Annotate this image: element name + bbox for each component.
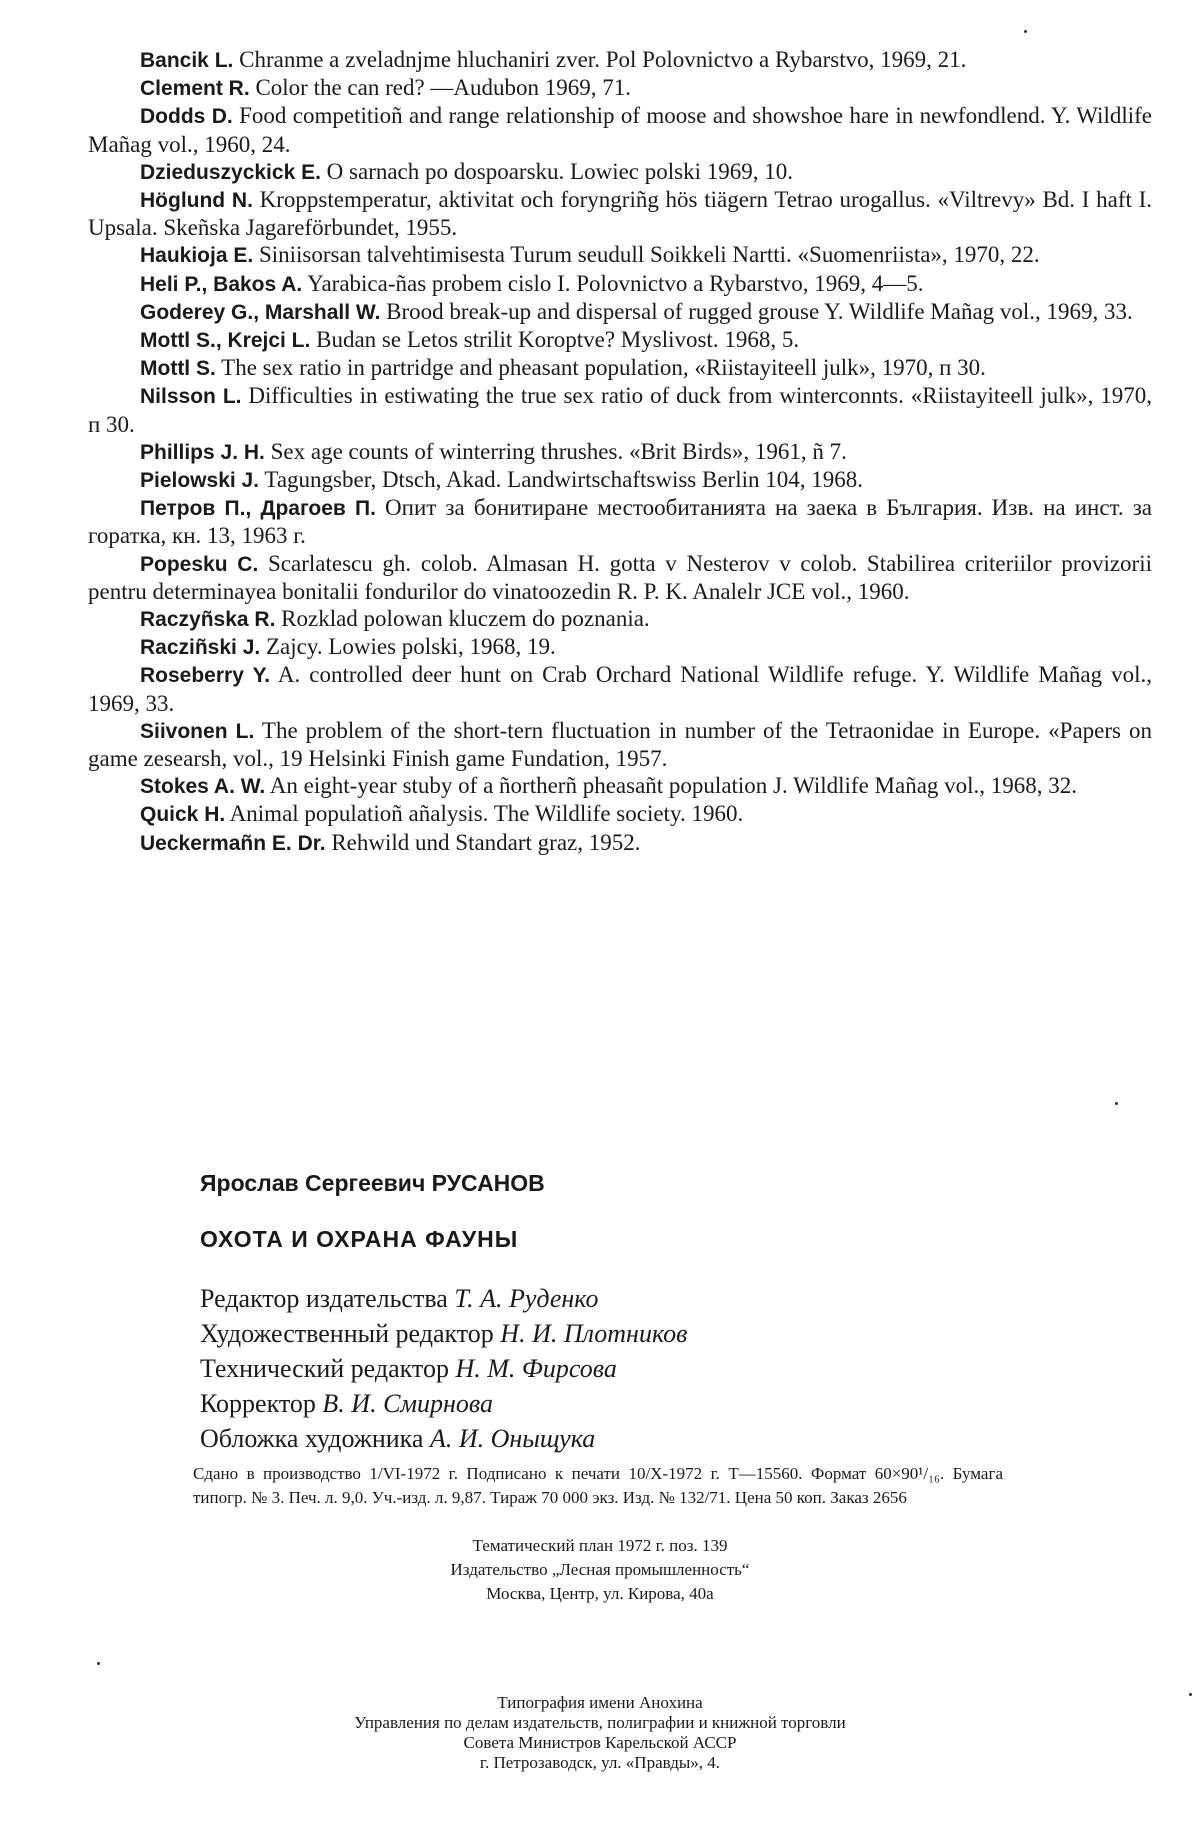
printer-line: Управления по делам издательств, полиграфии и книжной торговли: [354, 1713, 846, 1732]
printer-line: г. Петрозаводск, ул. «Правды», 4.: [479, 1753, 721, 1772]
reference-text: Tagungsber, Dtsch, Akad. Landwirtschaftswiss Berlin 104, 1968.: [259, 467, 863, 493]
printer-line: Типография имени Анохина: [497, 1693, 703, 1712]
reference-entry: [88, 494, 1152, 549]
reference-author: Mottl S., Krejci L.: [140, 329, 311, 353]
credit-name: Т. А. Руденко: [454, 1284, 599, 1313]
reference-entry: [88, 605, 1152, 633]
scan-speck: [97, 1662, 100, 1665]
credit-name: А. И. Оныщука: [429, 1424, 596, 1453]
references-list: [88, 46, 1152, 857]
credits-list: [200, 1281, 1100, 1456]
reference-entry: [88, 270, 1152, 298]
reference-entry: [88, 186, 1152, 241]
credit-role: Технический редактор: [200, 1354, 449, 1383]
reference-text: The sex ratio in partridge and pheasant population, «Riistayiteell julk», 1970, п 30.: [215, 355, 986, 381]
scan-speck: [1024, 30, 1027, 33]
reference-entry: [88, 550, 1152, 605]
reference-author: Quick H.: [140, 803, 226, 827]
credit-line: [200, 1316, 1100, 1351]
reference-text: Siniisorsan talvehtimisesta Turum seudull Soikkeli Nartti. «Suomenriista», 1970, 22.: [253, 242, 1040, 268]
reference-author: Stokes A. W.: [140, 775, 266, 799]
reference-author: Siivonen L.: [140, 719, 255, 743]
scan-speck: [1115, 1102, 1118, 1105]
reference-entry: [88, 717, 1152, 772]
reference-text: A. controlled deer hunt on Crab Orchard National Wildlife refuge. Y. Wildlife Mañag vol., 1969, 33.: [88, 662, 1152, 716]
colophon: [200, 1165, 1100, 1456]
credit-line: [200, 1421, 1100, 1456]
credit-role: Обложка художника: [200, 1424, 424, 1453]
reference-text: O sarnach po dospoarsku. Lowiec polski 1969, 10.: [320, 158, 793, 184]
reference-author: Popesku C.: [140, 552, 259, 576]
reference-text: Scarlatescu gh. colob. Almasan H. gotta v Nesterov v colob. Stabilirea criteriilor provizorii pentru determinayea bonitalii fondurilor do vinatoozedin R. P. K. Analelr JCE vol., 1960.: [88, 550, 1152, 604]
publisher-block: [150, 1534, 1050, 1606]
credit-line: [200, 1351, 1100, 1386]
reference-author: Pielowski J.: [140, 469, 260, 493]
reference-entry: [88, 633, 1152, 661]
reference-text: Zajcy. Lowies polski, 1968, 19.: [260, 634, 556, 660]
scan-speck: [1189, 1693, 1192, 1696]
reference-text: Budan se Letos strilit Koroptve? Myslivost. 1968, 5.: [310, 327, 800, 353]
reference-author: Ueckermañn E. Dr.: [140, 831, 326, 855]
print-details-text: Сдано в производство 1/VI-1972 г. Подписано к печати 10/X-1972 г. Т—15560. Формат 60×90¹/₁₆. Бумага типогр. № 3. Печ. л. 9,0. Уч.-изд. л. 9,87. Тираж 70 000 экз. Изд. № 132/71. Цена 50 коп. Заказ 2656: [193, 1464, 1003, 1507]
reference-text: An eight-year stuby of a ñortherñ pheasañt population J. Wildlife Mañag vol., 1968, 32.: [265, 773, 1078, 799]
print-details: [193, 1462, 1003, 1510]
reference-entry: [88, 661, 1152, 716]
reference-text: Опит за бонитиране местообитанията на заека в България. Изв. на инст. за горатка, кн. 13, 1963 г.: [88, 495, 1152, 549]
reference-text: Brood break-up and dispersal of rugged grouse Y. Wildlife Mañag vol., 1969, 33.: [380, 298, 1133, 324]
reference-author: Петров П., Драгоев П.: [140, 497, 376, 521]
reference-entry: [88, 74, 1152, 102]
reference-text: Sex age counts of winterring thrushes. «Brit Birds», 1961, ñ 7.: [264, 438, 847, 464]
reference-text: Kroppstemperatur, aktivitat och foryngriñg hös tiägern Tetrao urogallus. «Viltrevy» Bd. I haft I. Upsala. Skeñska Jagareförbundet, 1955.: [88, 187, 1152, 241]
reference-text: Color the can red? —Audubon 1969, 71.: [249, 75, 632, 101]
reference-text: The problem of the short-tern fluctuation in number of the Tetraonidae in Europe. «Papers on game zesearsh, vol., 19 Helsinki Finish game Fundation, 1957.: [88, 717, 1153, 772]
reference-author: Racziñski J.: [140, 636, 261, 660]
reference-author: Phillips J. H.: [140, 440, 265, 464]
reference-text: Yarabica-ñas probem cislo I. Polovnictvo a Rybarstvo, 1969, 4—5.: [302, 270, 924, 296]
book-author: Ярослав Сергеевич РУСАНОВ: [200, 1170, 545, 1196]
reference-author: Dodds D.: [140, 105, 233, 129]
reference-entry: [88, 46, 1152, 74]
reference-text: Animal populatioñ añalysis. The Wildlife society. 1960.: [225, 801, 744, 827]
book-title: ОХОТА И ОХРАНА ФАУНЫ: [200, 1226, 519, 1252]
reference-text: Food competitioñ and range relationship of moose and showshoe hare in newfondlend. Y. Wildlife Mañag vol., 1960, 24.: [88, 103, 1152, 157]
credit-role: Корректор: [200, 1389, 316, 1418]
reference-entry: [88, 326, 1152, 354]
reference-text: Chranme a zveladnjme hluchaniri zver. Pol Polovnictvo a Rybarstvo, 1969, 21.: [233, 47, 967, 72]
printer-block: [150, 1693, 1050, 1773]
reference-entry: [88, 466, 1152, 494]
printer-line: Совета Министров Карельской АССР: [463, 1733, 737, 1752]
credit-role: Художественный редактор: [200, 1319, 494, 1348]
reference-author: Heli P., Bakos A.: [140, 272, 303, 296]
reference-author: Goderey G., Marshall W.: [140, 300, 381, 324]
reference-author: Mottl S.: [140, 357, 216, 381]
reference-author: Dzieduszyckick E.: [140, 160, 321, 184]
reference-author: Höglund N.: [140, 189, 253, 213]
reference-entry: [88, 354, 1152, 382]
reference-text: Rozklad polowan kluczem do poznania.: [275, 606, 650, 632]
credit-name: В. И. Смирнова: [322, 1389, 494, 1418]
reference-entry: [88, 102, 1152, 157]
reference-entry: [88, 800, 1152, 828]
credit-name: Н. И. Плотников: [500, 1319, 688, 1348]
reference-text: Rehwild und Standart graz, 1952.: [325, 829, 641, 855]
reference-author: Clement R.: [140, 77, 250, 101]
reference-author: Haukioja E.: [140, 244, 254, 268]
reference-entry: [88, 298, 1152, 326]
publisher-name: Издательство „Лесная промышленность“: [450, 1560, 750, 1579]
credit-line: [200, 1281, 1100, 1316]
reference-entry: [88, 158, 1152, 186]
reference-entry: [88, 772, 1152, 800]
reference-entry: [88, 438, 1152, 466]
credit-role: Редактор издательства: [200, 1284, 448, 1313]
plan-line: Тематический план 1972 г. поз. 139: [472, 1536, 728, 1555]
reference-author: Raczyñska R.: [140, 608, 276, 632]
publisher-address: Москва, Центр, ул. Кирова, 40а: [486, 1584, 714, 1603]
reference-entry: [88, 829, 1152, 857]
credit-name: Н. М. Фирсова: [455, 1354, 617, 1383]
reference-entry: [88, 241, 1152, 269]
reference-entry: [88, 382, 1152, 437]
reference-author: Nilsson L.: [140, 385, 242, 409]
reference-author: Bancik L.: [140, 49, 234, 72]
reference-author: Roseberry Y.: [140, 664, 271, 688]
credit-line: [200, 1386, 1100, 1421]
reference-text: Difficulties in estiwating the true sex ratio of duck from winterconnts. «Riistayiteell julk», 1970, п 30.: [88, 383, 1152, 437]
